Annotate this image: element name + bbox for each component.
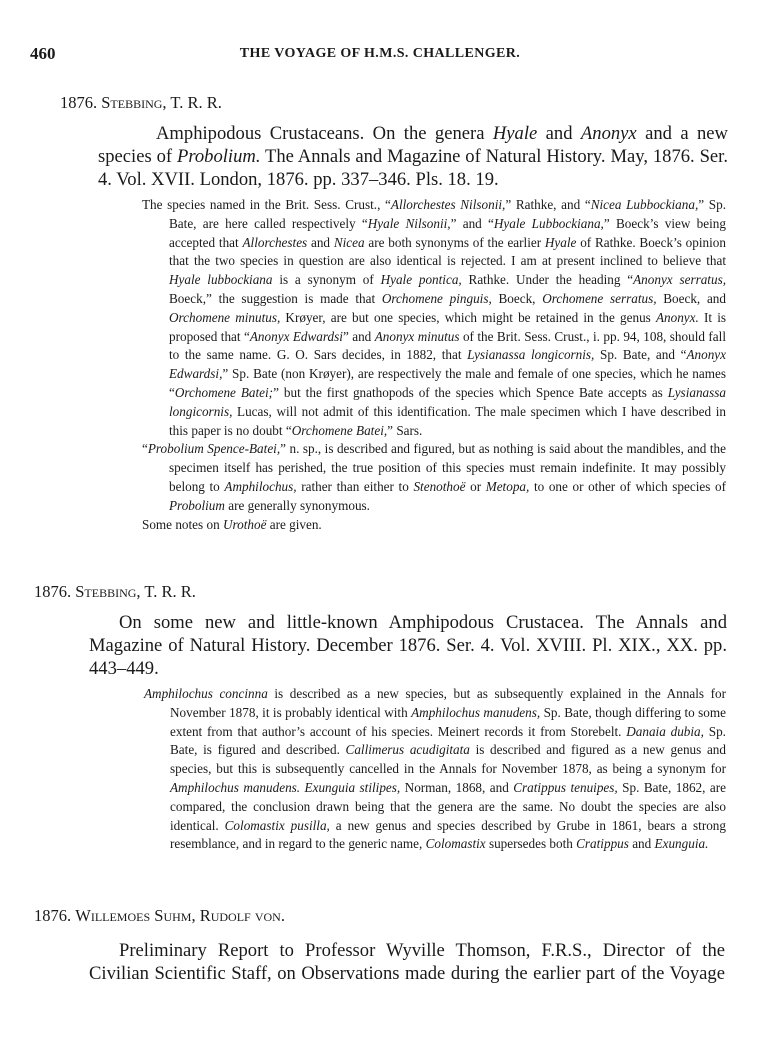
page-number: 460 — [30, 44, 56, 63]
entry-heading — [34, 906, 285, 926]
entry-title: On some new and little-known Amphipodous Crustacea. The Annals and Magazine of Natural History. December 1876. Ser. 4. Vol. XVIII. Pl. XIX., XX. pp. 443–449. — [89, 612, 727, 679]
entry-title: Preliminary Report to Professor Wyville Thomson, F.R.S., Director of the Civilian Scientific Staff, on Observations made during the earlier part of the Voyage — [89, 940, 725, 984]
entry-year: 1876. — [34, 906, 72, 925]
annotation-paragraph: Some notes on Urothoë are given. — [142, 516, 322, 532]
page-header — [30, 44, 730, 68]
entry-annotation — [142, 196, 726, 534]
entry-author: Stebbing, T. R. R. — [101, 93, 222, 112]
entry-heading — [60, 93, 222, 113]
entry-author: Stebbing, T. R. R. — [75, 582, 196, 601]
entry-heading — [34, 582, 196, 602]
running-title: THE VOYAGE OF H.M.S. CHALLENGER. — [239, 46, 521, 61]
annotation-paragraph: The species named in the Brit. Sess. Crust., “Allorchestes Nilsonii,” Rathke, and “Nicea Lubbockiana,” Sp. Bate, are here called respectively “Hyale Nilsonii,” and “Hyale Lubbockiana,” Boeck’s view being accepted that Allorchestes and Nicea are both synonyms of the earlier Hyale of Rathke. Boeck’s opinion that the two species in question are also identical is rejected. I am at present inclined to believe that Hyale lubbockiana is a synonym of Hyale pontica, Rathke. Under the heading “Anonyx serratus, Boeck,” the suggestion is made that Orchomene pinguis, Boeck, Orchomene serratus, Boeck, and Orchomene minutus, Krøyer, are but one species, which might be retained in the genus Anonyx. It is proposed that “Anonyx Edwardsi” and Anonyx minutus of the Brit. Sess. Crust., i. pp. 94, 108, should fall to the same name. G. O. Sars decides, in 1882, that Lysianassa longicornis, Sp. Bate, and “Anonyx Edwardsi,” Sp. Bate (non Krøyer), are respectively the male and female of one species, which he names “Orchomene Batei;” but the first gnathopods of the species which Spence Bate accepts as Lysianassa longicornis, Lucas, will not admit of this identification. The male specimen which I have described in this paper is no doubt “Orchomene Batei,” Sars. — [142, 197, 726, 438]
annotation-paragraph: “Probolium Spence-Batei,” n. sp., is described and figured, but as nothing is said about the mandibles, and the specimen itself has perished, the true position of this species must remain indefinite. It may possibly belong to Amphilochus, rather than either to Stenothoë or Metopa, to one or other of which species of Probolium are generally synonymous. — [142, 441, 726, 513]
entry-year: 1876. — [34, 582, 72, 601]
entry-annotation — [144, 685, 726, 854]
entry-author: Willemoes Suhm, Rudolf von. — [75, 906, 285, 925]
entry-year: 1876. — [60, 93, 98, 112]
entry-title: Amphipodous Crustaceans. On the genera Hyale and Anonyx and a new species of Probolium. The Annals and Magazine of Natural History. May, 1876. Ser. 4. Vol. XVII. London, 1876. pp. 337–346. Pls. 18. 19. — [98, 123, 728, 190]
annotation-paragraph: Amphilochus concinna is described as a new species, but as subsequently explained in the Annals for November 1878, it is probably identical with Amphilochus manudens, Sp. Bate, though differing to some extent from that author’s account of his species. Meinert records it from Storebelt. Danaia dubia, Sp. Bate, is figured and described. Callimerus acudigitata is described and figured as a new genus and species, but this is subsequently cancelled in the Annals for November 1878, as being a synonym for Amphilochus manudens. Exunguia stilipes, Norman, 1868, and Cratippus tenuipes, Sp. Bate, 1862, are compared, the conclusion drawn being that the genera are the same. No doubt the species are also identical. Colomastix pusilla, a new genus and species described by Grube in 1861, bears a strong resemblance, and in regard to the generic name, Colomastix supersedes both Cratippus and Exunguia. — [144, 686, 726, 852]
